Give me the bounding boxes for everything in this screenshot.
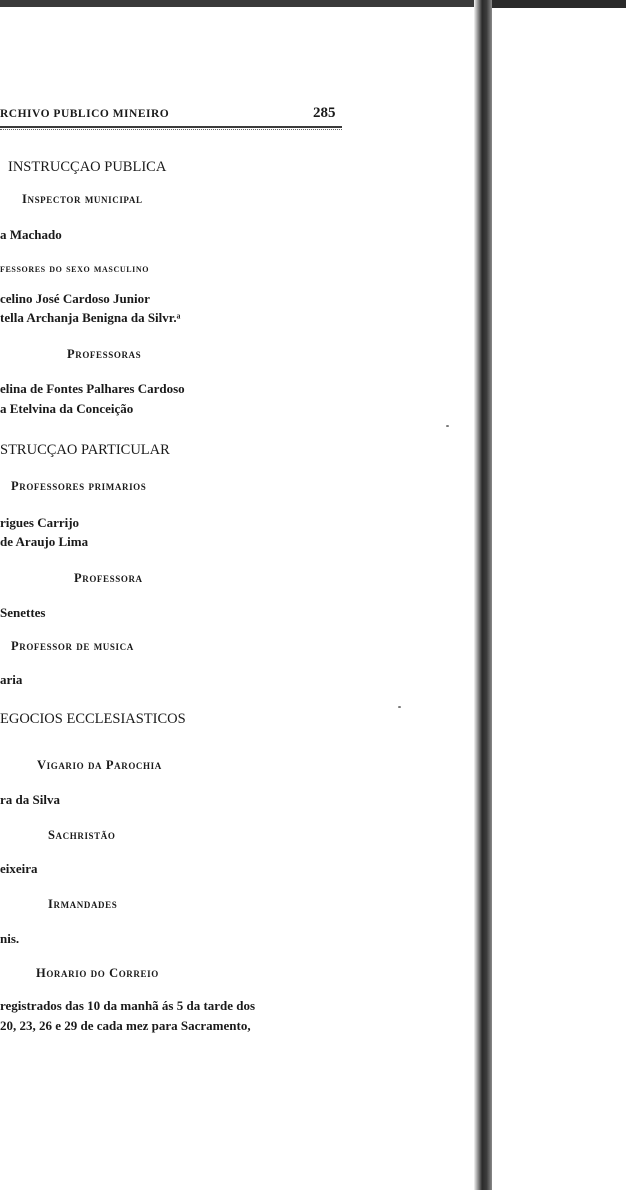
entry-name: celino José Cardoso Junior bbox=[0, 291, 150, 306]
subheading-professoras: Professoras bbox=[67, 347, 142, 361]
section-heading-instruccao-publica: INSTRUCÇAO PUBLICA bbox=[8, 159, 167, 175]
subheading-horario-do-correio: Horario do Correio bbox=[36, 966, 159, 980]
subheading-professora: Professora bbox=[74, 571, 143, 585]
entry-name: rigues Carrijo bbox=[0, 515, 80, 530]
subheading-professores-masculino: fessores do sexo masculino bbox=[0, 261, 150, 275]
page-top-edge bbox=[0, 0, 480, 7]
page-top-edge-right bbox=[480, 0, 626, 8]
subheading-vigario-da-parochia: Vigario da Parochia bbox=[37, 758, 162, 772]
entry-name: a Machado bbox=[0, 227, 62, 242]
page-number: 285 bbox=[313, 105, 336, 121]
body-text-line: 20, 23, 26 e 29 de cada mez para Sacramento, bbox=[0, 1018, 251, 1033]
entry-name: aria bbox=[0, 672, 23, 687]
entry-name: a Etelvina da Conceição bbox=[0, 401, 134, 416]
entry-name: eixeira bbox=[0, 861, 38, 876]
subheading-irmandades: Irmandades bbox=[48, 897, 118, 911]
entry-name: nis. bbox=[0, 931, 20, 946]
entry-name: elina de Fontes Palhares Cardoso bbox=[0, 381, 185, 396]
section-heading-instruccao-particular: STRUCÇAO PARTICULAR bbox=[0, 442, 170, 458]
entry-name: de Araujo Lima bbox=[0, 534, 89, 549]
subheading-inspector-municipal: Inspector municipal bbox=[22, 192, 143, 206]
paper-speck bbox=[398, 706, 401, 708]
paper-speck bbox=[446, 425, 449, 427]
entry-name: ra da Silva bbox=[0, 792, 60, 807]
subheading-professores-primarios: Professores primarios bbox=[11, 479, 147, 493]
entry-name: Senettes bbox=[0, 605, 46, 620]
running-title: RCHIVO PUBLICO MINEIRO bbox=[0, 108, 170, 120]
header-rule-dotted bbox=[0, 129, 342, 130]
book-binding-gutter bbox=[474, 0, 492, 1190]
header-rule bbox=[0, 126, 342, 128]
entry-name: tella Archanja Benigna da Silvr.ᵃ bbox=[0, 310, 181, 325]
subheading-professor-de-musica: Professor de musica bbox=[11, 639, 134, 653]
section-heading-negocios-ecclesiasticos: EGOCIOS ECCLESIASTICOS bbox=[0, 711, 186, 727]
body-text-line: registrados das 10 da manhã ás 5 da tarde dos bbox=[0, 998, 256, 1013]
subheading-sachristao: Sachristão bbox=[48, 828, 116, 842]
